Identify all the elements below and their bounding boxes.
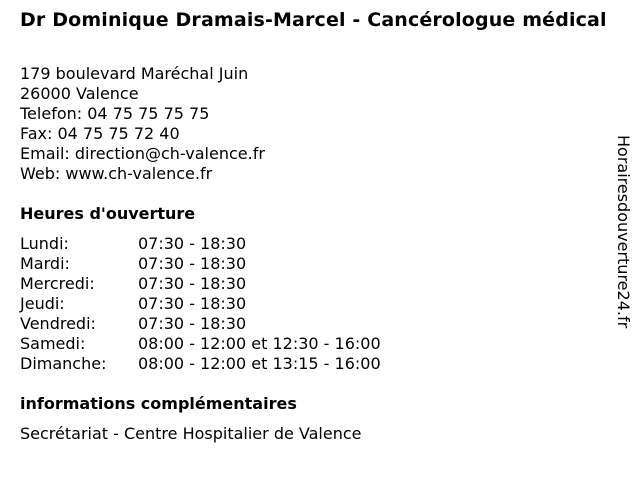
opening-hours-table <box>20 234 381 374</box>
hours-row-monday <box>20 234 381 254</box>
opening-hours-heading: Heures d'ouverture <box>20 204 196 223</box>
time-value: 07:30 - 18:30 <box>138 234 247 253</box>
time-value: 07:30 - 18:30 <box>138 274 247 293</box>
email-line: Email: direction@ch-valence.fr <box>20 144 265 163</box>
fax-line: Fax: 04 75 75 72 40 <box>20 124 180 143</box>
hours-row-sunday <box>20 354 381 374</box>
time-value: 07:30 - 18:30 <box>138 294 247 313</box>
phone-line: Telefon: 04 75 75 75 75 <box>20 104 210 123</box>
hours-row-thursday <box>20 294 381 314</box>
hours-row-saturday <box>20 334 381 354</box>
additional-info-text: Secrétariat - Centre Hospitalier de Valence <box>20 424 362 443</box>
additional-info-heading: informations complémentaires <box>20 394 297 413</box>
time-value: 07:30 - 18:30 <box>138 254 247 273</box>
address-street: 179 boulevard Maréchal Juin <box>20 64 249 83</box>
day-label: Samedi: <box>20 334 86 353</box>
page-title: Dr Dominique Dramais-Marcel - Cancérologue médical <box>20 9 607 31</box>
day-label: Vendredi: <box>20 314 96 333</box>
time-value: 08:00 - 12:00 et 13:15 - 16:00 <box>138 354 381 373</box>
day-label: Lundi: <box>20 234 69 253</box>
hours-row-wednesday <box>20 274 381 294</box>
day-label: Dimanche: <box>20 354 107 373</box>
address-city: 26000 Valence <box>20 84 139 103</box>
contact-block <box>20 64 265 184</box>
web-line: Web: www.ch-valence.fr <box>20 164 213 183</box>
day-label: Mardi: <box>20 254 70 273</box>
time-value: 08:00 - 12:00 et 12:30 - 16:00 <box>138 334 381 353</box>
time-value: 07:30 - 18:30 <box>138 314 247 333</box>
hours-row-friday <box>20 314 381 334</box>
site-watermark: Horairesdouverture24.fr <box>614 135 633 329</box>
day-label: Jeudi: <box>20 294 65 313</box>
day-label: Mercredi: <box>20 274 95 293</box>
hours-row-tuesday <box>20 254 381 274</box>
